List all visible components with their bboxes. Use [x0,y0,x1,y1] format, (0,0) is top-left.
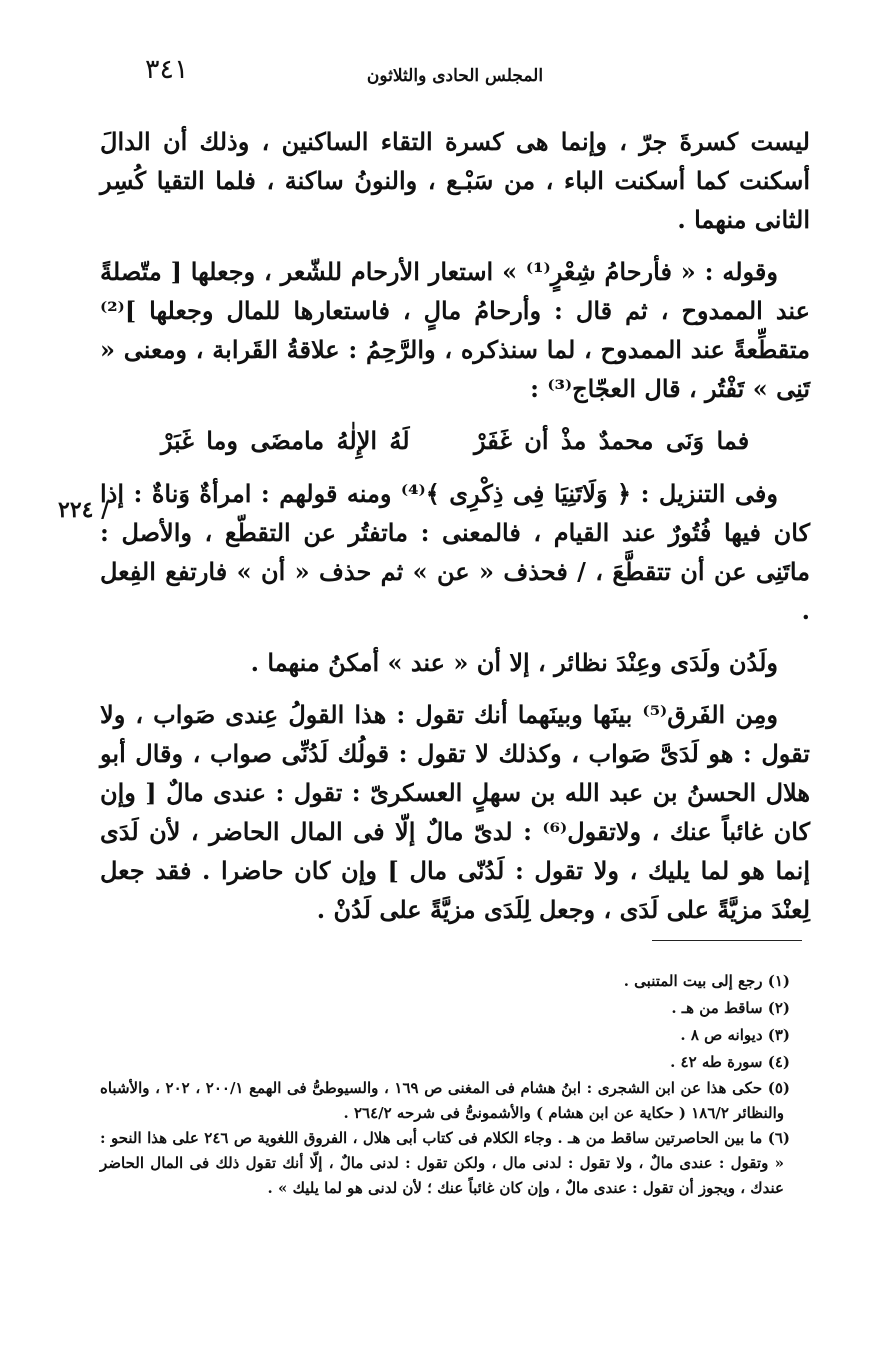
paragraph-3: وفى التنزيل : ﴿ وَلَاتَنِيَا فِى ذِكْرِى ﴾⁽⁴⁾ ومنه قولهم : امرأةٌ وَناةٌ : إذا كان فيها فُتُورٌ عند القيام ، فالمعنى : ماتفتُر عن التقطّع ، والأصل : ماتَنِى عن أن تتقطَّعَ ، / فحذف « عن » ثم حذف « أن » فارتفع الفِعل . [100,479,810,625]
footnote-divider [652,940,802,941]
paragraph-4: ولَدُن ولَدَى وعِنْدَ نظائر ، إلا أن « عند » أمكنُ منهما . [250,648,778,677]
verse-first-hemistich: فما وَنَى محمدٌ مذْ أن غَفَرْ [473,426,750,455]
margin-page-reference: ٢٢٤ / [58,497,110,523]
main-text [100,122,810,942]
verse-second-hemistich: لَهُ الإِلٰهُ مامضَى وما غَبَرْ [160,426,410,455]
running-head: المجلس الحادى والثلاثون [366,66,544,86]
page-header [100,52,810,92]
paragraph-1: ليست كسرةَ جرّ ، وإنما هى كسرة التقاء الساكنين ، وذلك أن الدالَ أسكنت كما أسكنت الباء ، من سَبْـع ، والنونُ ساكنة ، فلما التقيا كُسِر الثانى منهما . [100,127,810,234]
footnote-4: (٤) سورة طه ٤٢ . [670,1053,790,1071]
page-number: ٣٤١ [145,54,189,85]
footnotes [100,968,812,1201]
footnote-3: (٣) ديوانه ص ٨ . [680,1026,790,1044]
footnote-1: (١) رجع إلى بيت المتنبى . [623,972,790,990]
paragraph-5: ومِن الفَرق⁽⁵⁾ بينَها وبينَهما أنك تقول : هذا القولُ عِندى صَواب ، ولا تقول : هو لَدَىَّ صَواب ، وكذلك لا تقول : قولُك لَدُنِّى صواب ، وقال أبو هلال الحسنُ بن عبد الله بن سهلٍ العسكرىّ : تقول : عندى مالٌ [ وإن كان غائباً عنك ، ولاتقول⁽⁶⁾ : لدىّ مالٌ إلّا فى المال الحاضر ، لأن لَدَى إنما هو لما يليك ، ولا تقول : لَدُنّى مال ] وإن كان حاضرا . فقد جعل لِعنْدَ مزيَّةً على لَدَى ، وجعل لِلَدَى مزيَّةً على لَدُنْ . [100,700,810,924]
paragraph-2: وقوله : « فأرحامُ شِعْرٍ⁽¹⁾ » استعار الأرحام للشّعر ، وجعلها [ متّصلةً عند الممدوح ، ثم قال : وأرحامُ مالٍ ، فاستعارها للمال وجعلها ]⁽²⁾ متقطِّعةً عند الممدوح ، لما سنذكره ، والرَّحِمُ : علاقةُ القَرابة ، ومعنى « تَنِى » تَفْتُر ، قال العجّاج⁽³⁾ : [100,257,810,403]
footnote-6: (٦) ما بين الحاصرتين ساقط من هـ . وجاء الكلام فى كتاب أبى هلال ، الفروق اللغوية ص ٢٤٦ على هذا النحو : « وتقول : عندى مالٌ ، ولا تقول : لدنى مال ، ولكن تقول : لدنى مالٌ ، إلّا أنك تقول ذلك فى المال الحاضر عندك ، ويجوز أن تقول : عندى مالٌ ، وإن كان غائباً عنك ؛ لأن لدنى هو لما يليك » . [100,1129,790,1197]
footnote-5: (٥) حكى هذا عن ابن الشجرى : ابنُ هشام فى المغنى ص ١٦٩ ، والسيوطىُّ فى الهمع ٢٠٠/١ ، ٢٠٢ ، والأشباه والنظائر ١٨٦/٢ ( حكاية عن ابن هشام ) والأشمونىُّ فى شرحه ٢٦٤/٢ . [100,1079,790,1122]
verse-line [100,421,810,460]
footnote-2: (٢) ساقط من هـ . [671,999,790,1017]
